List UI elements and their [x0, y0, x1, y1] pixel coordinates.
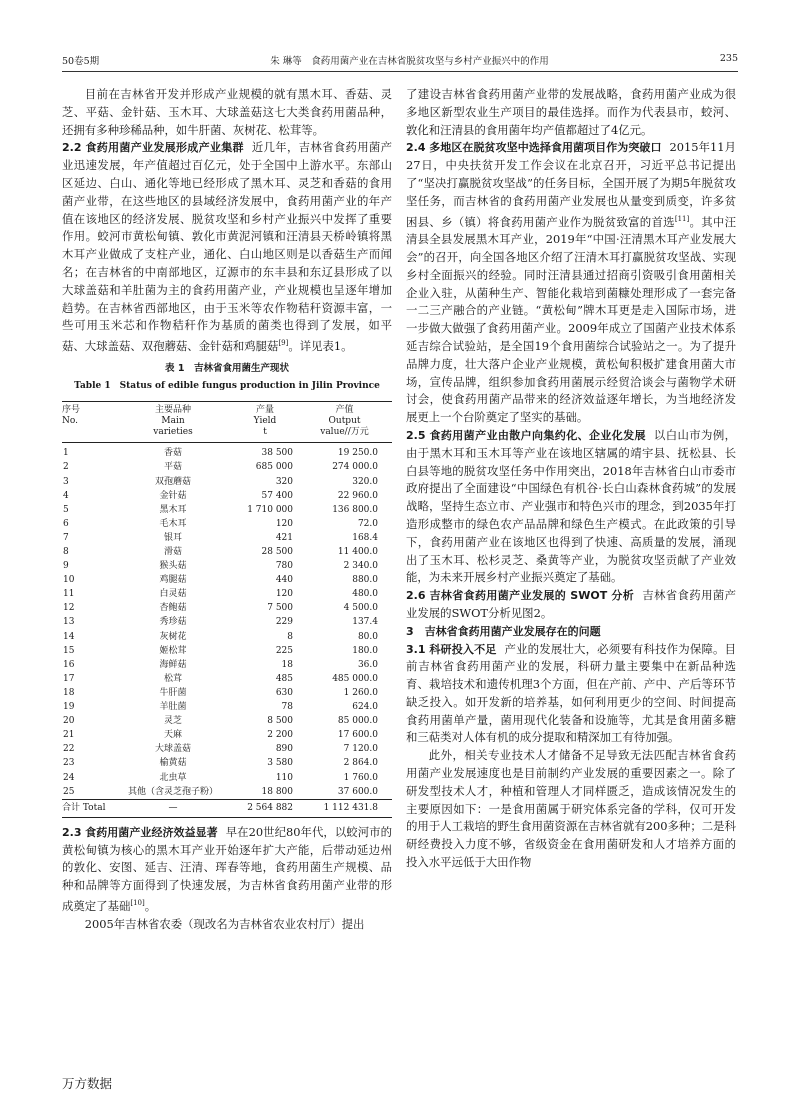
row-yield: 28 500	[261, 547, 293, 557]
row-output: 80.0	[357, 631, 378, 642]
row-yield: 57 400	[261, 490, 293, 501]
table-row	[62, 658, 392, 672]
row-output: 1 260.0	[343, 687, 378, 698]
row-variety: 银耳	[163, 532, 182, 543]
row-no: 18	[63, 687, 75, 698]
row-no: 7	[63, 532, 69, 543]
header-output: 产值 Output value//万元	[297, 402, 392, 443]
total-yield: 2 564 882	[233, 799, 297, 817]
table-caption-en: Table 1 Status of edible fungus production in Jilin Province	[74, 380, 380, 391]
total-variety: —	[113, 799, 233, 817]
section-text-end: 。详见表1。	[288, 338, 353, 353]
section-title: 科研投入不足	[429, 642, 497, 656]
row-yield: 8	[287, 631, 293, 642]
table-caption-cn: 表 1 吉林省食用菌生产现状	[165, 362, 289, 374]
table-row	[62, 475, 392, 489]
table-row	[62, 672, 392, 686]
row-no: 23	[63, 758, 75, 769]
section-text-end: 。其中汪清县全县发展黑木耳产业，2019年“中国·汪清黑木耳产业发展大会”的召开，向全国各地区介绍了汪清木耳打赢脱贫攻坚战、实现乡村全面振兴的经验。同时汪清县通过招商引资吸引食用菌相关企业入驻，从菌种生产、智能化栽培到菌糠处理形成了一套完备一二三产融合的产业链。“黄松甸”牌木耳更是走入国际市场，进一步做大做强了食药用菌产业。2009年成立了国菌产业技术体系延吉综合试验站，是全国19个食用菌综合试验站之一。为了提升品牌力度，壮大落户企业产业规模，黄松甸积极扩建食用菌大市场，宣传品牌，组织参加食药用菌展示经贸洽谈会与菌物学术研讨会，使食药用菌产品带来的经济效益逐年增长，为当地经济发展更上一个台阶奠定了坚实的基础。	[406, 214, 736, 425]
section-number: 2.3	[62, 825, 82, 839]
row-output: 37 600.0	[337, 786, 378, 797]
row-variety: 秀珍菇	[159, 617, 187, 628]
row-variety: 猴头菇	[159, 561, 187, 572]
running-header	[62, 53, 738, 67]
row-no: 12	[63, 603, 75, 614]
row-no: 10	[63, 575, 75, 586]
row-no: 14	[63, 631, 75, 642]
table-row	[62, 460, 392, 474]
section-number: 2.2	[62, 141, 82, 155]
row-output: 11 400.0	[337, 547, 378, 557]
row-no: 16	[63, 659, 75, 670]
row-no: 3	[63, 476, 69, 487]
paragraph: 目前在吉林省开发并形成产业规模的就有黑木耳、香菇、灵芝、平菇、金针菇、玉木耳、大球盖菇这七大类食药用菌品种，还拥有多种珍稀品种，如牛肝菌、灰树花、松茸等。	[62, 87, 392, 137]
row-yield: 18	[281, 659, 293, 670]
row-yield: 3 580	[267, 758, 293, 769]
section-text: 吉林省食药用菌产业发展的SWOT分析见图2。	[406, 588, 736, 620]
row-yield: 421	[275, 532, 293, 543]
row-output: 624.0	[352, 702, 378, 713]
section-text: 早在20世纪80年代，以蛟河市的黄松甸镇为核心的黑木耳产业开始逐年扩大产能，后带动延边州的敦化、安图、延吉、汪清、珲春等地，食药用菌生产规模、品种和品牌等方面得到了快速发展，为吉林省食药用菌产业带的形成奠定了基础	[62, 824, 393, 913]
row-variety: 大球盖菇	[154, 744, 191, 755]
row-no: 1	[63, 448, 69, 459]
section-number: 2.4	[406, 141, 426, 155]
row-yield: 485	[275, 673, 293, 684]
row-output: 480.0	[352, 589, 378, 600]
header-yield: 产量 Yield t	[233, 402, 297, 443]
header-rule	[62, 71, 738, 72]
row-yield: 120	[275, 518, 293, 529]
row-variety: 北虫草	[159, 772, 187, 783]
row-output: 85 000.0	[337, 716, 378, 727]
row-yield: 320	[275, 476, 293, 487]
table-row	[62, 503, 392, 517]
row-variety: 白灵菇	[159, 589, 187, 600]
row-variety: 毛木耳	[159, 518, 187, 529]
page-number: 235	[719, 53, 738, 64]
table-row	[62, 545, 392, 559]
row-yield: 1 710 000	[247, 504, 293, 515]
row-no: 17	[63, 673, 75, 684]
row-variety: 香菇	[163, 448, 182, 459]
row-yield: 225	[275, 645, 293, 656]
row-no: 15	[63, 645, 75, 656]
section-text: 以白山市为例，由于黑木耳和玉木耳等产业在该地区辖属的靖宇县、抚松县、长白县等地的脱贫攻坚任务中作用突出，2018年吉林省白山市委市政府提出了全面建设“中国绿色有机谷·长白山森林食药城”的发展战略，坚持生态立市、产业强市和特色兴市的理念，到2035年打造形成整市的绿色农产品品牌和绿色生产模式。在此政策的引导下，食药用菌产业在该地区也得到了快速、高质量的发展，涌现出了玉木耳、松杉灵芝、桑黄等产业，为脱贫攻坚贡献了产业效能，为未来开展乡村产业振兴奠定了基础。	[406, 427, 736, 585]
row-output: 22 960.0	[337, 490, 378, 501]
header-variety: 主要品种 Main varieties	[113, 402, 233, 443]
table-row	[62, 714, 392, 728]
row-output: 7 120.0	[343, 744, 378, 755]
row-output: 4 500.0	[343, 603, 378, 614]
table-row	[62, 756, 392, 770]
section-2-2	[62, 139, 392, 355]
row-no: 19	[63, 702, 75, 713]
row-variety: 平菇	[163, 462, 182, 473]
section-3-1	[406, 641, 736, 748]
row-variety: 双孢蘑菇	[154, 476, 191, 487]
watermark: 万方数据	[62, 1076, 113, 1091]
total-label: 合计 Total	[62, 799, 113, 817]
row-output: 2 864.0	[343, 758, 378, 769]
table-row	[62, 587, 392, 601]
row-output: 1 760.0	[343, 772, 378, 783]
section-title: 食药用菌产业发展形成产业集群	[85, 141, 244, 155]
citation-ref: [10]	[130, 898, 145, 907]
table-row	[62, 489, 392, 503]
row-yield: 630	[275, 687, 293, 698]
row-variety: 其他（含灵芝孢子粉）	[127, 786, 218, 797]
row-no: 4	[63, 490, 69, 501]
row-yield: 38 500	[261, 448, 293, 459]
row-output: 72.0	[357, 518, 378, 529]
row-variety: 灰树花	[159, 631, 187, 642]
row-output: 137.4	[352, 617, 378, 628]
running-title: 朱 琳等 食药用菌产业在吉林省脱贫攻坚与乡村产业振兴中的作用	[270, 56, 549, 67]
production-table	[62, 401, 392, 817]
row-variety: 滑菇	[163, 547, 182, 557]
row-no: 13	[63, 617, 75, 628]
row-no: 24	[63, 772, 75, 783]
section-number: 3.1	[406, 642, 426, 656]
table-total-row	[62, 799, 392, 817]
total-output: 1 112 431.8	[297, 799, 392, 817]
section-2-5	[406, 427, 736, 587]
row-no: 5	[63, 504, 69, 515]
table-row	[62, 771, 392, 785]
row-no: 2	[63, 462, 69, 473]
section-title: 食药用菌产业由散户向集约化、企业化发展	[429, 428, 646, 442]
section-title: 食药用菌产业经济效益显著	[85, 825, 218, 839]
row-output: 168.4	[352, 532, 378, 543]
row-yield: 8 500	[267, 716, 293, 727]
table-row	[62, 700, 392, 714]
table-row	[62, 531, 392, 545]
section-2-4	[406, 139, 736, 427]
row-output: 36.0	[357, 659, 378, 670]
row-output: 320.0	[352, 476, 378, 487]
row-output: 2 340.0	[343, 561, 378, 572]
section-title: 多地区在脱贫攻坚中选择食用菌项目作为突破口	[429, 141, 662, 155]
row-yield: 120	[275, 589, 293, 600]
row-yield: 890	[275, 744, 293, 755]
row-output: 17 600.0	[337, 730, 378, 741]
row-output: 880.0	[352, 575, 378, 586]
row-variety: 姬松茸	[159, 645, 187, 656]
table-row	[62, 559, 392, 573]
row-output: 180.0	[352, 645, 378, 656]
row-no: 8	[63, 547, 69, 557]
row-variety: 鸡腿菇	[159, 575, 187, 586]
table-row	[62, 573, 392, 587]
section-2-6	[406, 587, 736, 623]
row-yield: 7 500	[267, 603, 293, 614]
section-text-end: 。	[144, 898, 157, 913]
row-variety: 黑木耳	[159, 504, 187, 515]
row-variety: 榆黄菇	[159, 758, 187, 769]
row-no: 11	[63, 589, 75, 600]
row-variety: 灵芝	[163, 716, 182, 727]
section-number: 2.6	[406, 589, 426, 603]
row-variety: 羊肚菌	[159, 702, 187, 713]
table-row	[62, 517, 392, 531]
row-no: 20	[63, 716, 75, 727]
section-2-3	[62, 824, 392, 916]
row-variety: 杏鲍菇	[159, 603, 187, 614]
right-column	[406, 86, 736, 872]
row-no: 9	[63, 561, 69, 572]
section-text: 近几年，吉林省食药用菌产业迅速发展，年产值超过百亿元，处于全国中上游水平。东部山区延边、白山、通化等地已经形成了黑木耳、灵芝和香菇的食用菌产业带，在这些地区的县域经济发展中，食药用菌产业的年产值在该地区的经济发展、脱贫攻坚和乡村产业振兴中发挥了重要作用。蛟河市黄松甸镇、敦化市黄泥河镇和汪清县天桥岭镇将黑木耳产业做成了支柱产业，通化、白山地区则是以香菇生产而闻名；在吉林省的中南部地区，辽源市的东丰县和东辽县形成了以大球盖菇和羊肚菌为主的食药用菌产业，产业规模也呈逐年增加趋势。在吉林省西部地区，由于玉米等农作物秸秆资源丰富，一些可用玉米芯和作物秸秆作为基质的菌类也得到了发展，如平菇、大球盖菇、双孢蘑菇、金针菇和鸡腿菇	[62, 140, 392, 353]
citation-ref: [9]	[278, 339, 289, 348]
paragraph: 了建设吉林省食药用菌产业带的发展战略，食药用菌产业成为很多地区新型农业生产项目的最佳选择。而作为代表县市，蛟河、敦化和汪清县的食用菌年均产值都超过了4亿元。	[406, 87, 736, 137]
section-text: 2015年11月27日，中央扶贫开发工作会议在北京召开，习近平总书记提出了“坚决打赢脱贫攻坚战”的任务目标，全国开展了为期5年脱贫攻坚任务，而吉林省的食药用菌产业发展也从量变到质变，许多贫困县、乡（镇）将食药用菌产业作为脱贫致富的首选	[406, 140, 737, 229]
row-output: 19 250.0	[337, 448, 378, 459]
row-yield: 78	[281, 702, 293, 713]
table-row	[62, 742, 392, 756]
row-yield: 440	[275, 575, 293, 586]
paragraph: 此外，相关专业技术人才储备不足导致无法匹配吉林省食药用菌产业发展速度也是目前制约产业发展的重要因素之一。除了研发型技术人才，种植和管理人才同样匮乏，造成该情况发生的主要原因如下：一是食用菌属于研究体系完备的学科，仅可开发的用于人工栽培的野生食用菌资源在吉林省就有200多种；二是科研经费投入力度不够，省级资金在食用菌研发和人才培养方面的投入水平远低于大田作物	[406, 748, 736, 870]
table-row	[62, 686, 392, 700]
row-no: 22	[63, 744, 75, 755]
table-row	[62, 630, 392, 644]
row-no: 6	[63, 518, 69, 529]
row-variety: 金针菇	[159, 490, 187, 501]
row-output: 136 800.0	[332, 504, 378, 515]
row-no: 25	[63, 786, 75, 797]
row-output: 485 000.0	[332, 673, 378, 684]
row-no: 21	[63, 730, 75, 741]
table-row	[62, 443, 392, 461]
row-yield: 685 000	[255, 462, 293, 473]
row-yield: 110	[275, 772, 293, 783]
header-no: 序号 No.	[62, 402, 113, 443]
row-yield: 2 200	[267, 730, 293, 741]
table-row	[62, 615, 392, 629]
row-variety: 海鲜菇	[159, 659, 187, 670]
left-column	[62, 86, 392, 933]
row-yield: 18 800	[261, 786, 293, 797]
row-output: 274 000.0	[332, 462, 378, 473]
table-row	[62, 728, 392, 742]
paragraph: 2005年吉林省农委（现改名为吉林省农业农村厅）提出	[84, 916, 365, 931]
row-variety: 牛肝菌	[159, 687, 187, 698]
row-yield: 229	[275, 617, 293, 628]
table-row	[62, 601, 392, 615]
table-row	[62, 644, 392, 658]
heading-3: 3 吉林省食药用菌产业发展存在的问题	[406, 624, 601, 638]
journal-volume: 50卷5期	[62, 56, 100, 67]
section-title: 吉林省食药用菌产业发展的 SWOT 分析	[429, 589, 635, 603]
citation-ref: [11]	[674, 214, 690, 223]
section-number: 2.5	[406, 428, 426, 442]
row-yield: 780	[275, 561, 293, 572]
section-text: 产业的发展壮大，必须要有科技作为保障。目前吉林省食药用菌产业的发展，科研力量主要集中在新品种选育、栽培技术和遗传机理3个方面，但在产前、产中、产后等环节缺乏投入。如开发新的培养基，如何利用更少的空间、时间提高食药用菌单产量，菌用现代化装备和设施等，尤其是食用菌多糖和三萜类对人体有机的成分提取和精深加工有待加强。	[406, 641, 737, 745]
row-variety: 天麻	[163, 730, 182, 741]
table-row	[62, 785, 392, 800]
row-variety: 松茸	[163, 673, 182, 684]
